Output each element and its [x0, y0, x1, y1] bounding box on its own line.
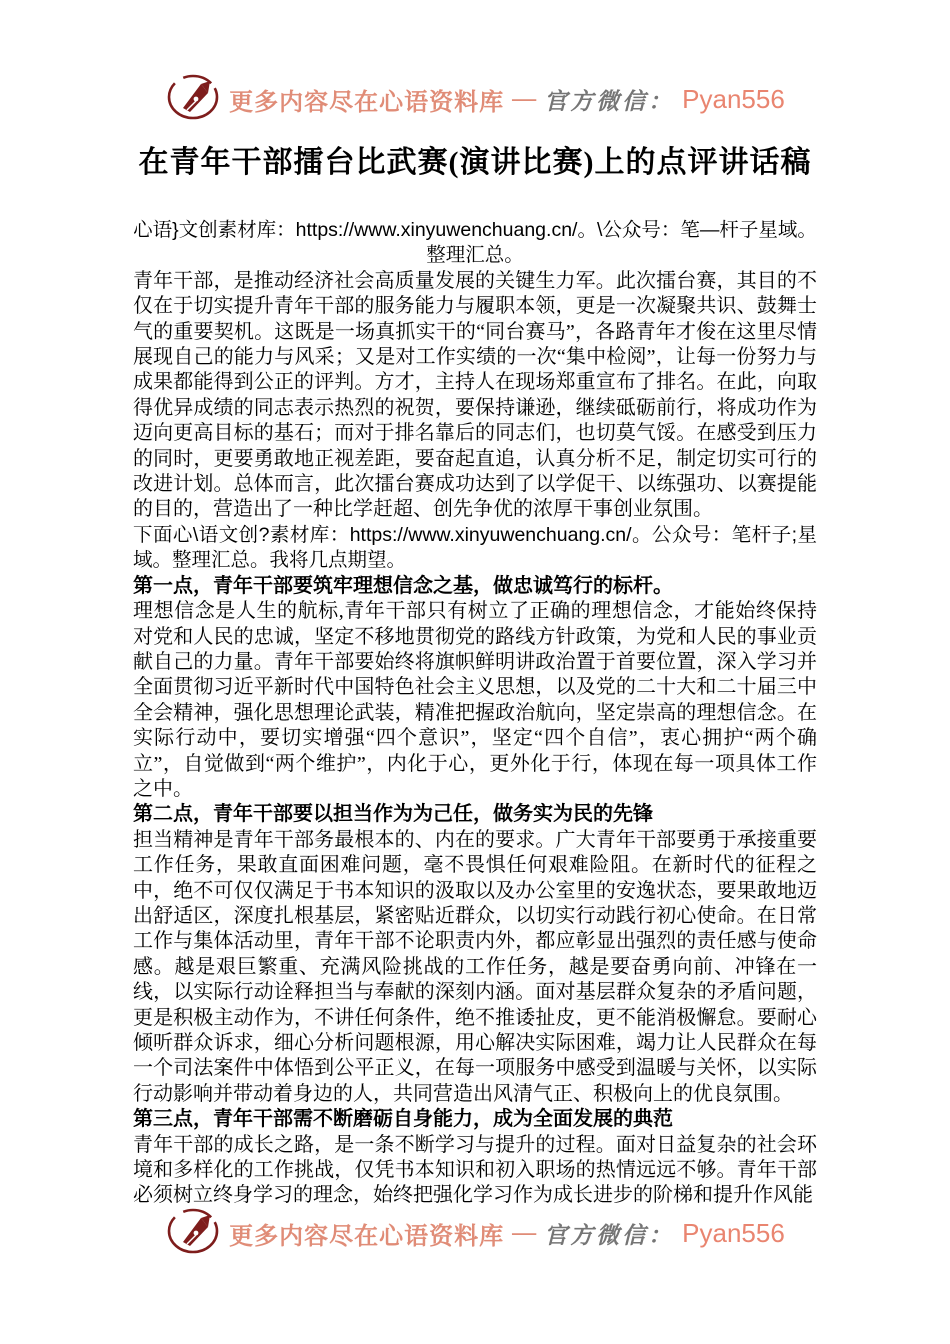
opening-paragraph: 青年干部，是推动经济社会高质量发展的关键生力军。此次擂台赛，其目的不仅在于切实提升青年干部的服务能力与履职本领，更是一次凝聚共识、鼓舞士气的重要契机。这既是一场真抓实干的“同台赛马”，各路青年才俊在这里尽情展现自己的能力与风采；又是对工作实绩的一次“集中检阅”，让每一份努力与成果都能得到公正的评判。方才，主持人在现场郑重宣布了排名。在此，向取得优异成绩的同志表示热烈的祝贺，要保持谦逊，继续砥砺前行，将成功作为迈向更高目标的基石；而对于排名靠后的同志们，也切莫气馁。在感受到压力的同时，更要勇敢地正视差距，要奋起直追，认真分析不足，制定切实可行的改进计划。总体而言，此次擂台赛成功达到了以学促干、以练强功、以赛提能的目的，营造出了一种比学赶超、创先争优的浓厚干事创业氛围。 — [133, 269, 817, 521]
section-1-body: 理想信念是人生的航标,青年干部只有树立了正确的理想信念，才能始终保持对党和人民的忠诚，坚定不移地贯彻党的路线方针政策，为党和人民的事业贡献自己的力量。青年干部要始终将旗帜鲜明讲政治置于首要位置，深入学习并全面贯彻习近平新时代中国特色社会主义思想，以及党的二十大和二十届三中全会精神，强化思想理论武装，精准把握政治航向，坚定崇高的理想信念。在实际行动中，要切实增强“四个意识”，坚定“四个自信”，衷心拥护“两个确立”，自觉做到“两个维护”，内化于心，更外化于行，体现在每一项具体工作之中。 — [133, 600, 817, 800]
transition-note: 下面心\语文创?素材库：https://www.xinyuwenchuang.cn/。公众号：笔杆子;星域。整理汇总。我将几点期望。 — [133, 523, 817, 572]
section-3-heading: 第三点，青年干部需不断磨砺自身能力，成为全面发展的典范 — [133, 1108, 673, 1131]
section-2-heading: 第二点，青年干部要以担当作为为己任，做务实为民的先锋 — [133, 803, 653, 826]
footer-watermark — [0, 1206, 950, 1261]
watermark-wechat-id: Pyan556 — [682, 1218, 785, 1248]
watermark-brand-text: 更多内容尽在心语资料库 — [229, 1224, 505, 1250]
watermark-wechat-label: 官方微信： — [544, 89, 675, 114]
source-note: 心语}文创素材库：https://www.xinyuwenchuang.cn/。\公众号：笔—杆子星域。整理汇总。 — [133, 219, 817, 267]
watermark-wechat-label: 官方微信： — [544, 1223, 675, 1248]
page-title: 在青年干部擂台比武赛(演讲比赛)上的点评讲话稿 — [138, 146, 812, 179]
pen-logo-icon — [165, 1206, 221, 1261]
section-1-heading: 第一点，青年干部要筑牢理想信念之基，做忠诚笃行的标杆。 — [133, 574, 673, 597]
section-2-body: 担当精神是青年干部务最根本的、内在的要求。广大青年干部要勇于承接重要工作任务，果敢直面困难问题，毫不畏惧任何艰难险阻。在新时代的征程之中，绝不可仅仅满足于书本知识的汲取以及办公室里的安逸状态，要果敢地迈出舒适区，深度扎根基层，紧密贴近群众，以切实行动践行初心使命。在日常工作与集体活动里，青年干部不论职责内外，都应彰显出强烈的责任感与使命感。越是艰巨繁重、充满风险挑战的工作任务，越是要奋勇向前、冲锋在一线，以实际行动诠释担当与奉献的深刻内涵。面对基层群众复杂的矛盾问题，更是积极主动作为，不讲任何条件，绝不推诿扯皮，更不能消极懈怠。要耐心倾听群众诉求，细心分析问题根源，用心解决实际困难，竭力让人民群众在每一个司法案件中体悟到公平正义，在每一项服务中感受到温暖与关怀，以实际行动影响并带动着身边的人，共同营造出风清气正、积极向上的优良氛围。 — [133, 828, 817, 1105]
watermark-brand-text: 更多内容尽在心语资料库 — [229, 90, 505, 116]
header-watermark — [0, 72, 950, 127]
pen-logo-icon — [165, 72, 221, 127]
watermark-wechat-id: Pyan556 — [682, 84, 785, 114]
watermark-separator: — — [512, 86, 537, 112]
document-content — [133, 140, 817, 1209]
section-3-body: 青年干部的成长之路，是一条不断学习与提升的过程。面对日益复杂的社会环境和多样化的工作挑战，仅凭书本知识和初入职场的热情远远不够。青年干部必须树立终身学习的理念，始终把强化学习作为成长进步的阶梯和提升作风能 — [133, 1133, 817, 1207]
watermark-separator: — — [512, 1220, 537, 1246]
